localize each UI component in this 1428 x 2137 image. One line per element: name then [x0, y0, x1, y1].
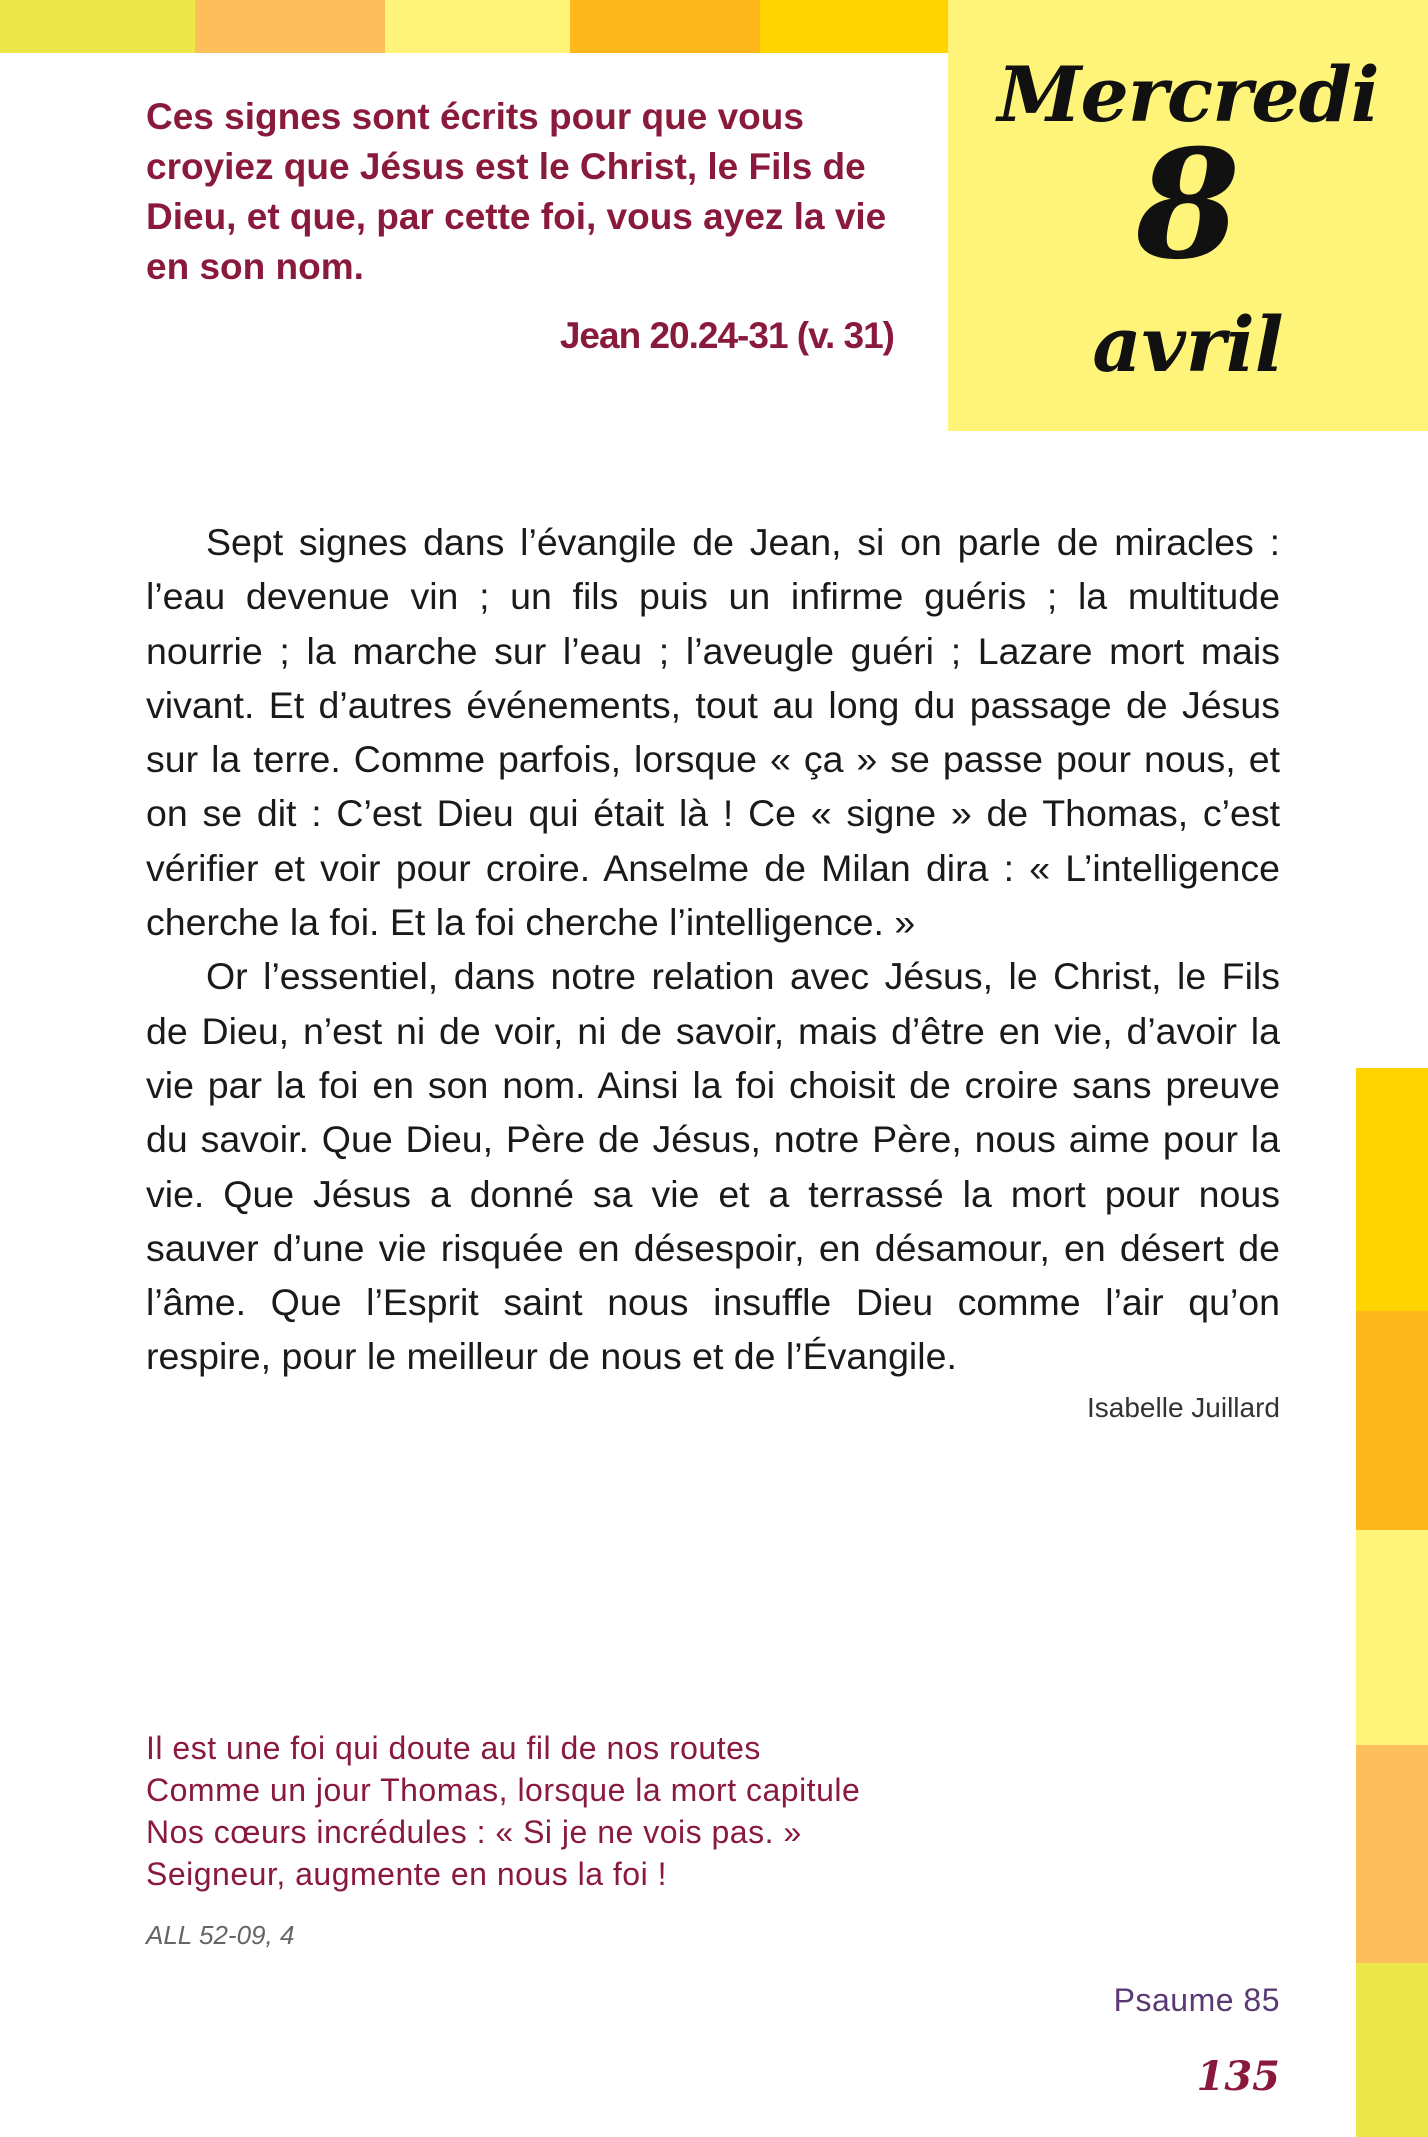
meditation-paragraph: Sept signes dans l’évangile de Jean, si on parle de miracles : l’eau devenue vin ; un fils puis un infirme guéris ; la multitude nourrie ; la marche sur l’eau ; l’aveugle guéri ; Lazare mort mais vivant. Et d’autres événements, tout au long du passage de Jésus sur la terre. Comme parfois, lorsque « ça » se passe pour nous, et on se dit : C’est Dieu qui était là ! Ce « signe » de Thomas, c’est vérifier et voir pour croire. Anselme de Milan dira : « L’intelligence cherche la foi. Et la foi cherche l’intelligence. »: [146, 521, 1280, 944]
side-strip-lime: [1356, 1963, 1428, 2137]
verse-text: Ces signes sont écrits pour que vous croyiez que Jésus est le Christ, le Fils de Dieu, et que, par cette foi, vous ayez la vie en son nom.: [146, 96, 887, 287]
author: Isabelle Juillard: [1087, 1392, 1280, 1423]
side-strip-yellow: [1356, 1068, 1428, 1311]
date-month: avril: [1092, 300, 1284, 389]
hymn-reference: ALL 52-09, 4: [146, 1920, 295, 1950]
prayer: [146, 1727, 1046, 1895]
date-day: 8: [1135, 117, 1241, 293]
psalm-reference: Psaume 85: [1113, 1982, 1280, 2018]
top-strip-yellow: [760, 0, 948, 53]
meditation-body: [146, 515, 1280, 1384]
prayer-line: Il est une foi qui doute au fil de nos routes: [146, 1730, 761, 1766]
date-weekday: Mercredi: [997, 50, 1379, 139]
top-strip-pale: [385, 0, 570, 53]
top-strip-orange: [570, 0, 760, 53]
page-number: 135: [1196, 2053, 1280, 2100]
top-strip-lime: [0, 0, 195, 53]
date-box: [948, 0, 1428, 431]
side-strip-orange: [1356, 1311, 1428, 1530]
top-strip-peach: [195, 0, 385, 53]
prayer-line: Comme un jour Thomas, lorsque la mort capitule: [146, 1772, 861, 1808]
prayer-line: Seigneur, augmente en nous la foi !: [146, 1856, 667, 1892]
prayer-line: Nos cœurs incrédules : « Si je ne vois pas. »: [146, 1814, 802, 1850]
side-strip-peach: [1356, 1745, 1428, 1963]
side-strip-pale: [1356, 1530, 1428, 1745]
verse-reference: Jean 20.24-31 (v. 31): [559, 315, 894, 356]
meditation-paragraph: Or l’essentiel, dans notre relation avec Jésus, le Christ, le Fils de Dieu, n’est ni de voir, ni de savoir, mais d’être en vie, d’avoir la vie par la foi en son nom. Ainsi la foi choisit de croire sans preuve du savoir. Que Dieu, Père de Jésus, notre Père, nous aime pour la vie. Que Jésus a donné sa vie et a terrassé la mort pour nous sauver d’une vie risquée en désespoir, en désamour, en désert de l’âme. Que l’Esprit saint nous insuffle Dieu comme l’air qu’on respire, pour le meilleur de nous et de l’Évangile.: [146, 955, 1280, 1378]
